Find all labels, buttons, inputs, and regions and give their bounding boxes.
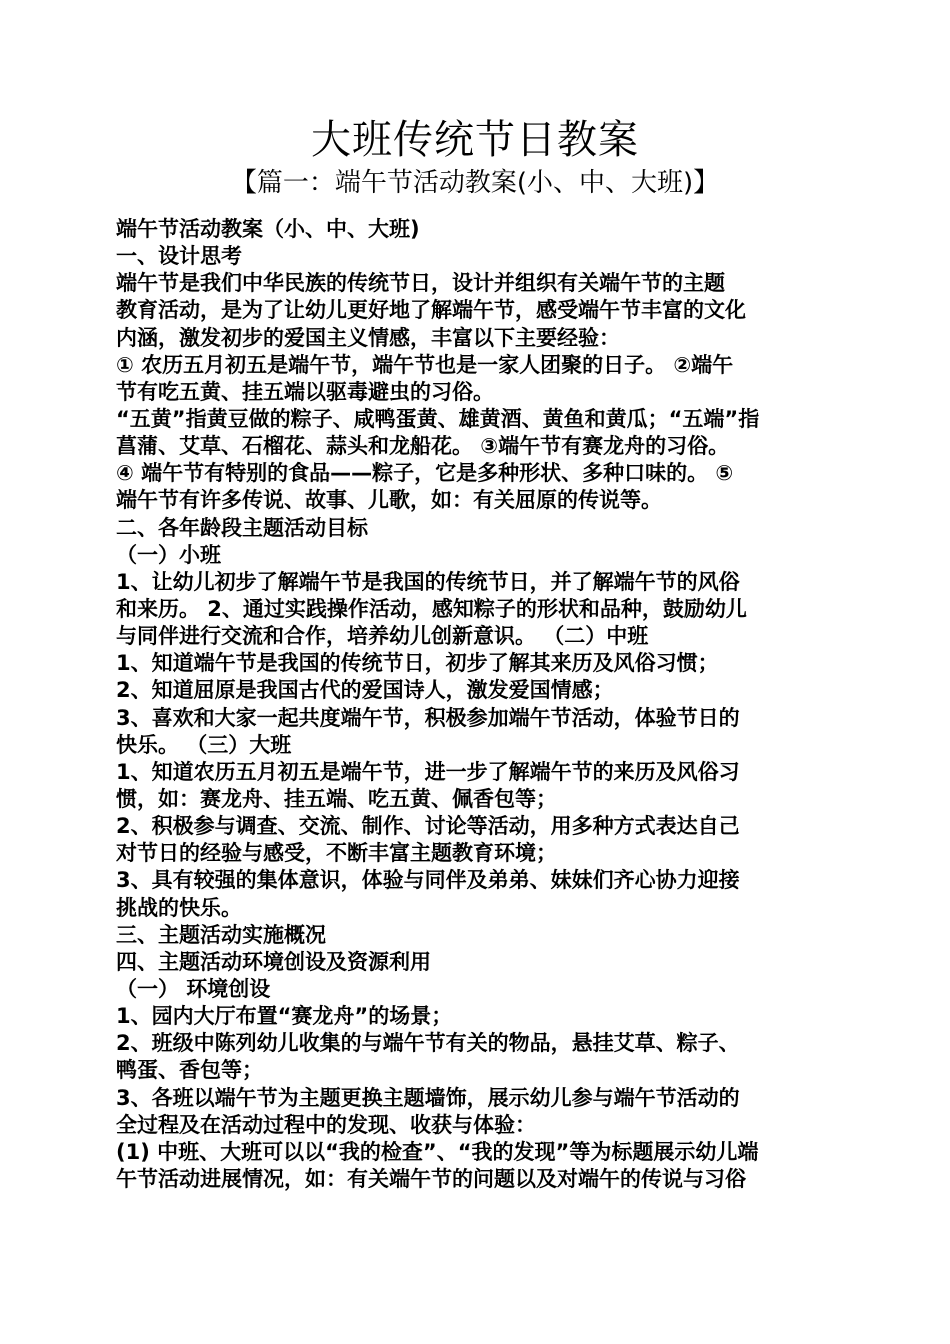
body-line: （一）小班 bbox=[116, 542, 221, 567]
body-line: 与同伴进行交流和合作，培养幼儿创新意识。 （二）中班 bbox=[116, 624, 649, 649]
document-body bbox=[116, 216, 836, 1193]
body-line: 1、知道端午节是我国的传统节日，初步了解其来历及风俗习惯； bbox=[116, 651, 719, 676]
body-line: ① 农历五月初五是端午节，端午节也是一家人团聚的日子。 ②端午 bbox=[116, 352, 734, 377]
body-line: 3、具有较强的集体意识，体验与同伴及弟弟、妹妹们齐心协力迎接 bbox=[116, 868, 740, 893]
body-line: 四、主题活动环境创设及资源利用 bbox=[116, 949, 431, 974]
body-line: 对节日的经验与感受，不断丰富主题教育环境； bbox=[116, 841, 557, 866]
body-line: 内涵，激发初步的爱国主义情感，丰富以下主要经验： bbox=[116, 325, 620, 350]
body-line: 挑战的快乐。 bbox=[116, 895, 242, 920]
body-line: “五黄”指黄豆做的粽子、咸鸭蛋黄、雄黄酒、黄鱼和黄瓜；“五端”指 bbox=[116, 406, 760, 431]
body-line: 1、让幼儿初步了解端午节是我国的传统节日，并了解端午节的风俗 bbox=[116, 569, 740, 594]
body-line: 惯，如：赛龙舟、挂五端、吃五黄、佩香包等； bbox=[116, 786, 557, 811]
body-line: 2、班级中陈列幼儿收集的与端午节有关的物品，悬挂艾草、粽子、 bbox=[116, 1031, 740, 1056]
body-line: ④ 端午节有特别的食品——粽子，它是多种形状、多种口味的。 ⑤ bbox=[116, 461, 734, 486]
body-line: 教育活动，是为了让幼儿更好地了解端午节，感受端午节丰富的文化 bbox=[116, 298, 746, 323]
body-line: （一） 环境创设 bbox=[116, 976, 271, 1001]
body-line: 快乐。 （三）大班 bbox=[116, 732, 292, 757]
body-line: 端午节是我们中华民族的传统节日，设计并组织有关端午节的主题 bbox=[116, 271, 725, 296]
body-line: 3、各班以端午节为主题更换主题墙饰，展示幼儿参与端午节活动的 bbox=[116, 1085, 740, 1110]
body-line: 三、主题活动实施概况 bbox=[116, 922, 326, 947]
body-line: 节有吃五黄、挂五端以驱毒避虫的习俗。 bbox=[116, 379, 494, 404]
body-line: 全过程及在活动过程中的发现、收获与体验： bbox=[116, 1112, 536, 1137]
body-line: 端午节有许多传说、故事、儿歌，如：有关屈原的传说等。 bbox=[116, 488, 662, 513]
body-line: 1、知道农历五月初五是端午节，进一步了解端午节的来历及风俗习 bbox=[116, 759, 740, 784]
body-line: (1) 中班、大班可以以“我的检查”、“我的发现”等为标题展示幼儿端 bbox=[116, 1139, 759, 1164]
body-line: 1、园内大厅布置“赛龙舟”的场景； bbox=[116, 1004, 453, 1029]
body-line: 3、喜欢和大家一起共度端午节，积极参加端午节活动，体验节日的 bbox=[116, 705, 740, 730]
body-line: 端午节活动教案（小、中、大班) bbox=[116, 217, 420, 241]
body-line: 鸭蛋、香包等； bbox=[116, 1058, 263, 1083]
body-line: 午节活动进展情况，如：有关端午节的问题以及对端午的传说与习俗 bbox=[116, 1166, 746, 1191]
body-line: 2、积极参与调查、交流、制作、讨论等活动，用多种方式表达自己 bbox=[116, 814, 740, 839]
body-line: 和来历。 2、通过实践操作活动，感知粽子的形状和品种，鼓励幼儿 bbox=[116, 596, 747, 621]
body-line: 2、知道屈原是我国古代的爱国诗人，激发爱国情感； bbox=[116, 678, 614, 703]
document-title: 大班传统节日教案 bbox=[311, 117, 639, 163]
body-line: 菖蒲、艾草、石榴花、蒜头和龙船花。 ③端午节有赛龙舟的习俗。 bbox=[116, 434, 730, 459]
body-line: 一、设计思考 bbox=[116, 244, 242, 269]
document-subtitle: 【篇一：端午节活动教案(小、中、大班)】 bbox=[230, 168, 720, 198]
body-line: 二、各年龄段主题活动目标 bbox=[116, 515, 368, 540]
